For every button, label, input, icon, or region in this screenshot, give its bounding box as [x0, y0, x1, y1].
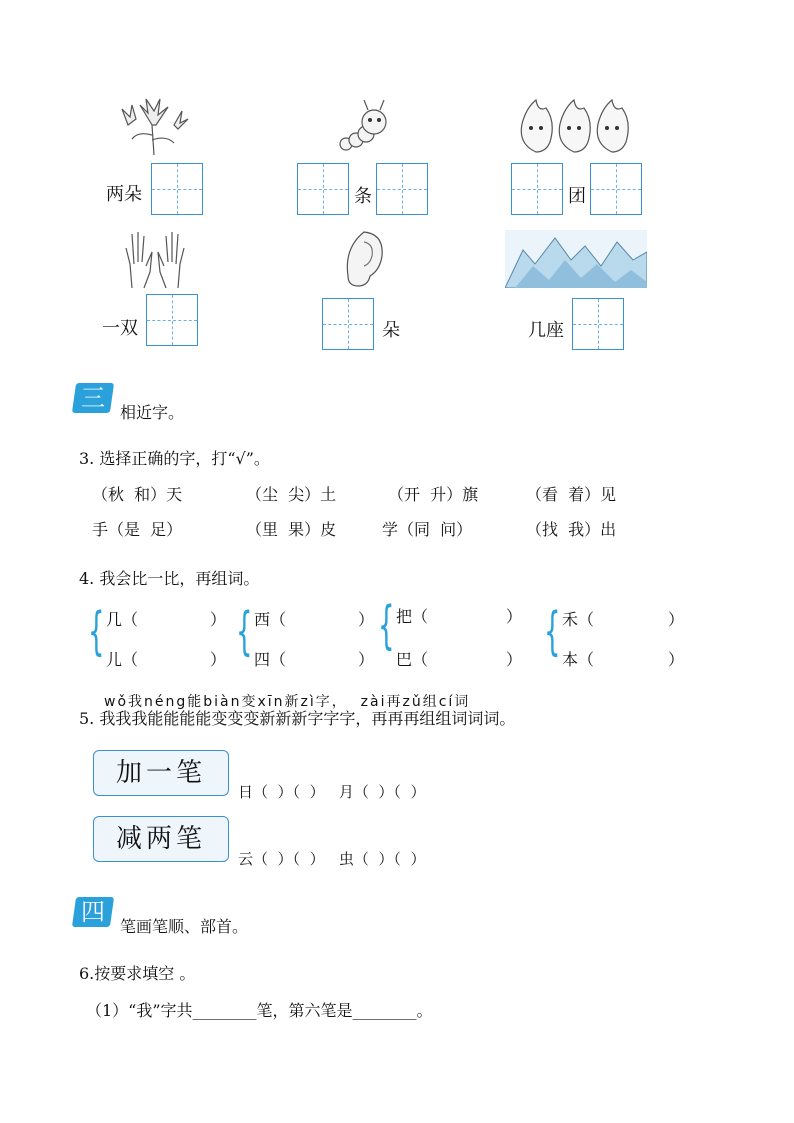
- caterpillar-picture: [336, 96, 396, 154]
- compare-pair-top: 几（: [106, 610, 139, 629]
- remove-two-strokes-answers[interactable]: 云（ ）（ ） 虫（ ）（ ）: [238, 850, 426, 868]
- compare-pair-top: 西（: [254, 610, 287, 629]
- measure-label-tuan: 团: [568, 186, 586, 207]
- tian-grid-box[interactable]: [322, 298, 374, 350]
- tian-grid-box[interactable]: [376, 163, 428, 215]
- section-three-title: 相近字。: [120, 403, 185, 422]
- brace-icon: {: [236, 602, 253, 662]
- brace-icon: {: [544, 602, 561, 662]
- q3-choice[interactable]: （尘 尖）土: [246, 485, 337, 504]
- q3-choice[interactable]: 学（同 问）: [382, 520, 473, 539]
- question-4-title: 4. 我会比一比，再组词。: [79, 569, 260, 588]
- compare-close-paren: ）: [668, 610, 685, 629]
- measure-label-yi-shuang: 一双: [102, 318, 138, 339]
- brace-icon: {: [88, 602, 105, 662]
- flames-picture: [516, 94, 636, 156]
- compare-close-paren: ）: [506, 650, 523, 669]
- section-three-badge: 三: [72, 383, 114, 413]
- compare-pair-top: 禾（: [562, 610, 595, 629]
- q3-choice[interactable]: （开 升）旗: [388, 485, 479, 504]
- add-one-stroke-box: 加一笔: [93, 750, 229, 796]
- measure-label-liang-duo: 两朵: [106, 184, 142, 205]
- compare-pair-bottom: 本（: [562, 650, 595, 669]
- measure-label-ji-zuo: 几座: [528, 320, 564, 341]
- hands-picture: [120, 228, 190, 290]
- brace-icon: {: [378, 596, 395, 656]
- question-6-title: 6.按要求填空 。: [79, 964, 196, 983]
- compare-close-paren: ）: [668, 650, 685, 669]
- question-5-title: 5. 我我我能能能能变变变新新新字字字，再再再组组词词词。: [79, 709, 516, 728]
- tian-grid-box[interactable]: [572, 298, 624, 350]
- tian-grid-box[interactable]: [151, 163, 203, 215]
- q3-choice[interactable]: （秋 和）天: [92, 485, 183, 504]
- measure-label-tiao: 条: [354, 186, 372, 207]
- compare-pair-bottom: 儿（: [106, 650, 139, 669]
- lily-flower-picture: [118, 95, 190, 157]
- compare-pair-top: 把（: [396, 607, 429, 626]
- compare-pair-bottom: 四（: [254, 650, 287, 669]
- tian-grid-box[interactable]: [590, 163, 642, 215]
- tian-grid-box[interactable]: [146, 294, 198, 346]
- compare-close-paren: ）: [210, 610, 227, 629]
- section-four-badge: 四: [72, 897, 114, 927]
- q3-choice[interactable]: （里 果）皮: [246, 520, 337, 539]
- question-6-item-1[interactable]: （1）“我”字共________笔，第六笔是________。: [86, 1001, 433, 1020]
- measure-label-duo: 朵: [382, 320, 400, 341]
- compare-close-paren: ）: [358, 650, 375, 669]
- question-5-pinyin: wǒ我néng能biàn变xīn新zì字， zài再zǔ组cí词: [104, 694, 471, 710]
- remove-two-strokes-box: 减两笔: [93, 816, 229, 862]
- mountains-picture: [505, 230, 647, 288]
- tian-grid-box[interactable]: [511, 163, 563, 215]
- q3-choice[interactable]: （找 我）出: [526, 520, 617, 539]
- ear-picture: [340, 228, 386, 290]
- q3-choice[interactable]: （看 着）见: [526, 485, 617, 504]
- add-one-stroke-answers[interactable]: 日（ ）（ ） 月（ ）（ ）: [238, 783, 426, 801]
- q3-choice[interactable]: 手（是 足）: [92, 520, 183, 539]
- question-3-title: 3. 选择正确的字，打“√”。: [79, 449, 270, 468]
- compare-pair-bottom: 巴（: [396, 650, 429, 669]
- compare-close-paren: ）: [506, 607, 523, 626]
- compare-close-paren: ）: [358, 610, 375, 629]
- tian-grid-box[interactable]: [297, 163, 349, 215]
- section-four-title: 笔画笔顺、部首。: [120, 917, 249, 936]
- compare-close-paren: ）: [210, 650, 227, 669]
